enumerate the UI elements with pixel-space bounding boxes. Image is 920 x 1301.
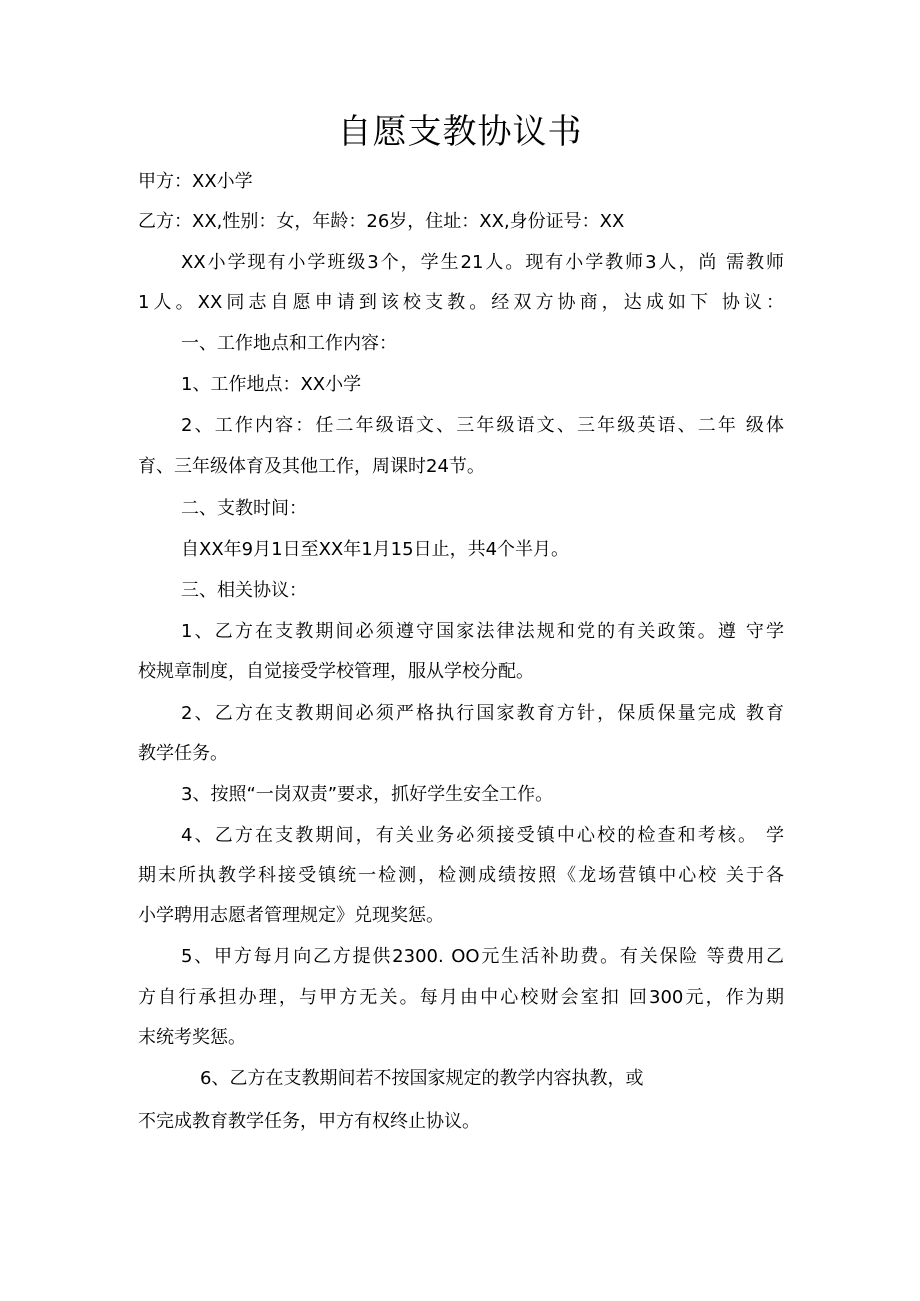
party-a-line: 甲方：XX小学	[138, 171, 253, 192]
section3-heading: 三、相关协议：	[181, 580, 307, 601]
clause1-line1: 1、乙方在支教期间必须遵守国家法律法规和党的有关政策。遵 守学	[181, 621, 784, 642]
clause5-line2: 方自行承担办理，与甲方无关。每月由中心校财会室扣 回300元，作为期	[138, 987, 784, 1008]
clause5-line3: 末统考奖惩。	[138, 1027, 246, 1048]
section1-item1: 1、工作地点：XX小学	[181, 374, 362, 395]
intro-line-2: 1人。XX同志自愿申请到该校支教。经双方协商，达成如下 协议：	[138, 292, 784, 313]
clause2-line2: 教学任务。	[138, 743, 228, 764]
clause1-line2: 校规章制度，自觉接受学校管理，服从学校分配。	[138, 661, 534, 682]
clause6-line2: 不完成教育教学任务，甲方有权终止协议。	[138, 1111, 480, 1132]
clause4-line2: 期末所执教学科接受镇统一检测，检测成绩按照《龙场营镇中心校 关于各	[138, 865, 784, 886]
section2-text: 自XX年9月1日至XX年1月15日止，共4个半月。	[181, 539, 570, 560]
clause4-line1: 4、乙方在支教期间，有关业务必须接受镇中心校的检查和考核。 学	[181, 825, 784, 846]
clause4-line3: 小学聘用志愿者管理规定》兑现奖惩。	[138, 905, 444, 926]
clause6-line1: 6、乙方在支教期间若不按国家规定的教学内容执教，或	[200, 1068, 644, 1089]
section1-heading: 一、工作地点和工作内容：	[181, 333, 397, 354]
intro-line-1: XX小学现有小学班级3个，学生21人。现有小学教师3人，尚 需教师	[181, 252, 784, 273]
clause5-line1: 5、甲方每月向乙方提供2300. OO元生活补助费。有关保险 等费用乙	[181, 946, 784, 967]
section2-heading: 二、支教时间：	[181, 498, 307, 519]
clause2-line1: 2、乙方在支教期间必须严格执行国家教育方针，保质保量完成 教育	[181, 703, 784, 724]
section1-item2-line2: 育、三年级体育及其他工作，周课时24节。	[138, 456, 485, 477]
party-b-line: 乙方：XX,性别：女，年龄：26岁，住址：XX,身份证号：XX	[138, 211, 625, 232]
section1-item2-line1: 2、工作内容：任二年级语文、三年级语文、三年级英语、二年 级体	[181, 415, 784, 436]
document-title: 自愿支教协议书	[337, 112, 583, 152]
clause3-line: 3、按照“一岗双责”要求，抓好学生安全工作。	[181, 784, 554, 805]
